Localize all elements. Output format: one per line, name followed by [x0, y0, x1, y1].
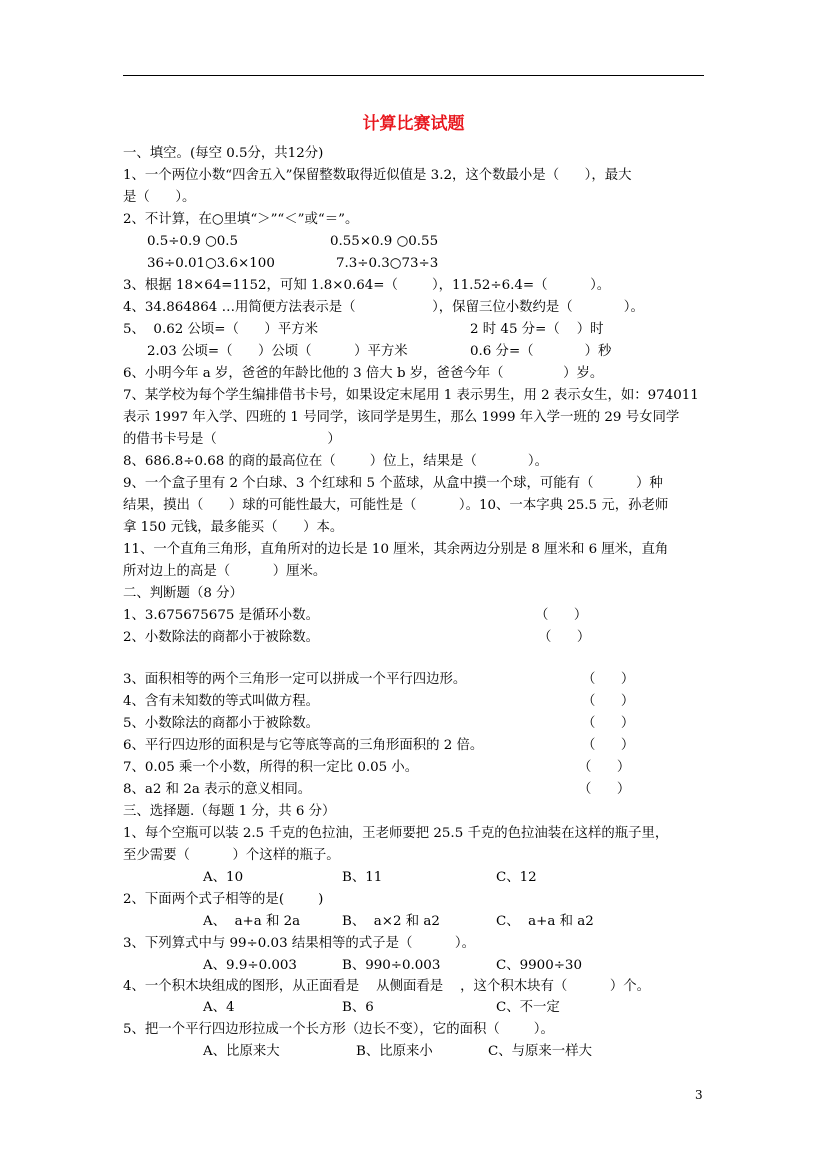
question-line: 9、一个盒子里有 2 个白球、3 个红球和 5 个蓝球，从盒中摸一个球，可能有（ ）种	[123, 476, 663, 491]
choice-option: A、10	[203, 870, 244, 885]
question-line: 8、686.8÷0.68 的商的最高位在（ ）位上，结果是（ ）。	[123, 454, 548, 469]
section-header: 一、填空。(每空 0.5分，共12分)	[123, 146, 324, 161]
compare-item: 7.3÷0.3○73÷3	[336, 256, 439, 271]
question-line: 所对边上的高是（ ）厘米。	[123, 564, 327, 579]
answer-blank: （ ）	[578, 782, 631, 797]
question-line: 结果，摸出（ ）球的可能性最大，可能性是（ ）。10、一本字典 25.5 元，孙老师	[123, 498, 669, 513]
judge-item: 1、3.675675675 是循环小数。	[123, 608, 319, 623]
question-line: 0.6 分=（ ）秒	[470, 344, 612, 359]
question-line: 拿 150 元钱，最多能买（ ）本。	[123, 520, 344, 535]
answer-blank: （ ）	[582, 738, 635, 753]
choice-option: B、比原来小	[356, 1044, 433, 1059]
judge-item: 8、a2 和 2a 表示的意义相同。	[123, 782, 312, 797]
choice-option: C、 a+a 和 a2	[496, 914, 594, 929]
answer-blank: （ ）	[578, 760, 631, 775]
judge-item: 7、0.05 乘一个小数，所得的积一定比 0.05 小。	[123, 760, 419, 775]
choice-option: A、9.9÷0.003	[203, 958, 297, 973]
question-line: 4、一个积木块组成的图形，从正面看是 从侧面看是 ，这个积木块有（ ）个。	[123, 979, 651, 994]
judge-item: 6、平行四边形的面积是与它等底等高的三角形面积的 2 倍。	[123, 738, 484, 753]
question-line: 6、小明今年 a 岁，爸爸的年龄比他的 3 倍大 b 岁，爸爸今年（ ）岁。	[123, 366, 604, 381]
choice-option: A、比原来大	[203, 1044, 280, 1059]
question-line: 3、根据 18×64=1152，可知 1.8×0.64=（ ），11.52÷6.4=（ ）。	[123, 278, 611, 293]
question-line: 5、 0.62 公顷=（ ）平方米	[123, 322, 318, 337]
choice-option: A、4	[203, 1000, 235, 1015]
choice-option: C、不一定	[496, 1000, 560, 1015]
judge-item: 4、含有未知数的等式叫做方程。	[123, 694, 319, 709]
question-line: 2 时 45 分=（ ）时	[470, 322, 604, 337]
choice-option: B、11	[342, 870, 383, 885]
question-line: 至少需要（ ）个这样的瓶子。	[123, 848, 340, 863]
question-line: 11、一个直角三角形，直角所对的边长是 10 厘米，其余两边分别是 8 厘米和 6 厘米，直角	[123, 542, 669, 557]
compare-item: 0.5÷0.9 ○0.5	[147, 234, 239, 249]
question-line: 4、34.864864 …用简便方法表示是（ ），保留三位小数约是（ ）。	[123, 300, 644, 315]
question-line: 的借书卡号是（ ）	[123, 432, 341, 447]
judge-item: 5、小数除法的商都小于被除数。	[123, 716, 319, 731]
choice-option: C、9900÷30	[496, 958, 582, 973]
judge-item: 3、面积相等的两个三角形一定可以拼成一个平行四边形。	[123, 672, 467, 687]
question-line: 是（ ）。	[123, 190, 196, 205]
question-line: 表示 1997 年入学、四班的 1 号同学，该同学是男生，那么 1999 年入学一班的 29 号女同学	[123, 410, 680, 425]
question-line: 1、每个空瓶可以装 2.5 千克的色拉油，王老师要把 25.5 千克的色拉油装在这样的瓶子里，	[123, 826, 669, 841]
choice-option: C、与原来一样大	[488, 1044, 592, 1059]
page-title: 计算比赛试题	[362, 114, 465, 134]
question-line: 1、一个两位小数“四舍五入”保留整数取得近似值是 3.2，这个数最小是（ ），最大	[123, 168, 632, 183]
answer-blank: （ ）	[538, 630, 591, 645]
choice-option: B、6	[342, 1000, 374, 1015]
choice-option: B、990÷0.003	[342, 958, 441, 973]
answer-blank: （ ）	[535, 608, 588, 623]
choice-option: A、 a+a 和 2a	[203, 914, 301, 929]
compare-item: 36÷0.01○3.6×100	[147, 256, 275, 271]
section-header: 三、选择题.（每题 1 分，共 6 分）	[123, 804, 336, 819]
choice-option: C、12	[496, 870, 537, 885]
choice-option: B、 a×2 和 a2	[342, 914, 440, 929]
question-line: 5、把一个平行四边形拉成一个长方形（边长不变），它的面积（ ）。	[123, 1022, 554, 1037]
judge-item: 2、小数除法的商都小于被除数。	[123, 630, 319, 645]
compare-item: 0.55×0.9 ○0.55	[330, 234, 439, 249]
answer-blank: （ ）	[582, 694, 635, 709]
page-number: 3	[695, 1088, 703, 1102]
question-line: 2、下面两个式子相等的是( )	[123, 892, 324, 907]
answer-blank: （ ）	[582, 716, 635, 731]
header-rule	[123, 75, 704, 76]
question-line: 7、某学校为每个学生编排借书卡号，如果设定末尾用 1 表示男生，用 2 表示女生，如：974011	[123, 388, 699, 403]
answer-blank: （ ）	[582, 672, 635, 687]
question-line: 3、下列算式中与 99÷0.03 结果相等的式子是（ ）。	[123, 936, 476, 951]
question-line: 2、不计算，在○里填“＞”“＜”或“＝”。	[123, 212, 359, 227]
question-line: 2.03 公顷=（ ）公顷（ ）平方米	[147, 344, 408, 359]
section-header: 二、判断题（8 分）	[123, 586, 243, 601]
